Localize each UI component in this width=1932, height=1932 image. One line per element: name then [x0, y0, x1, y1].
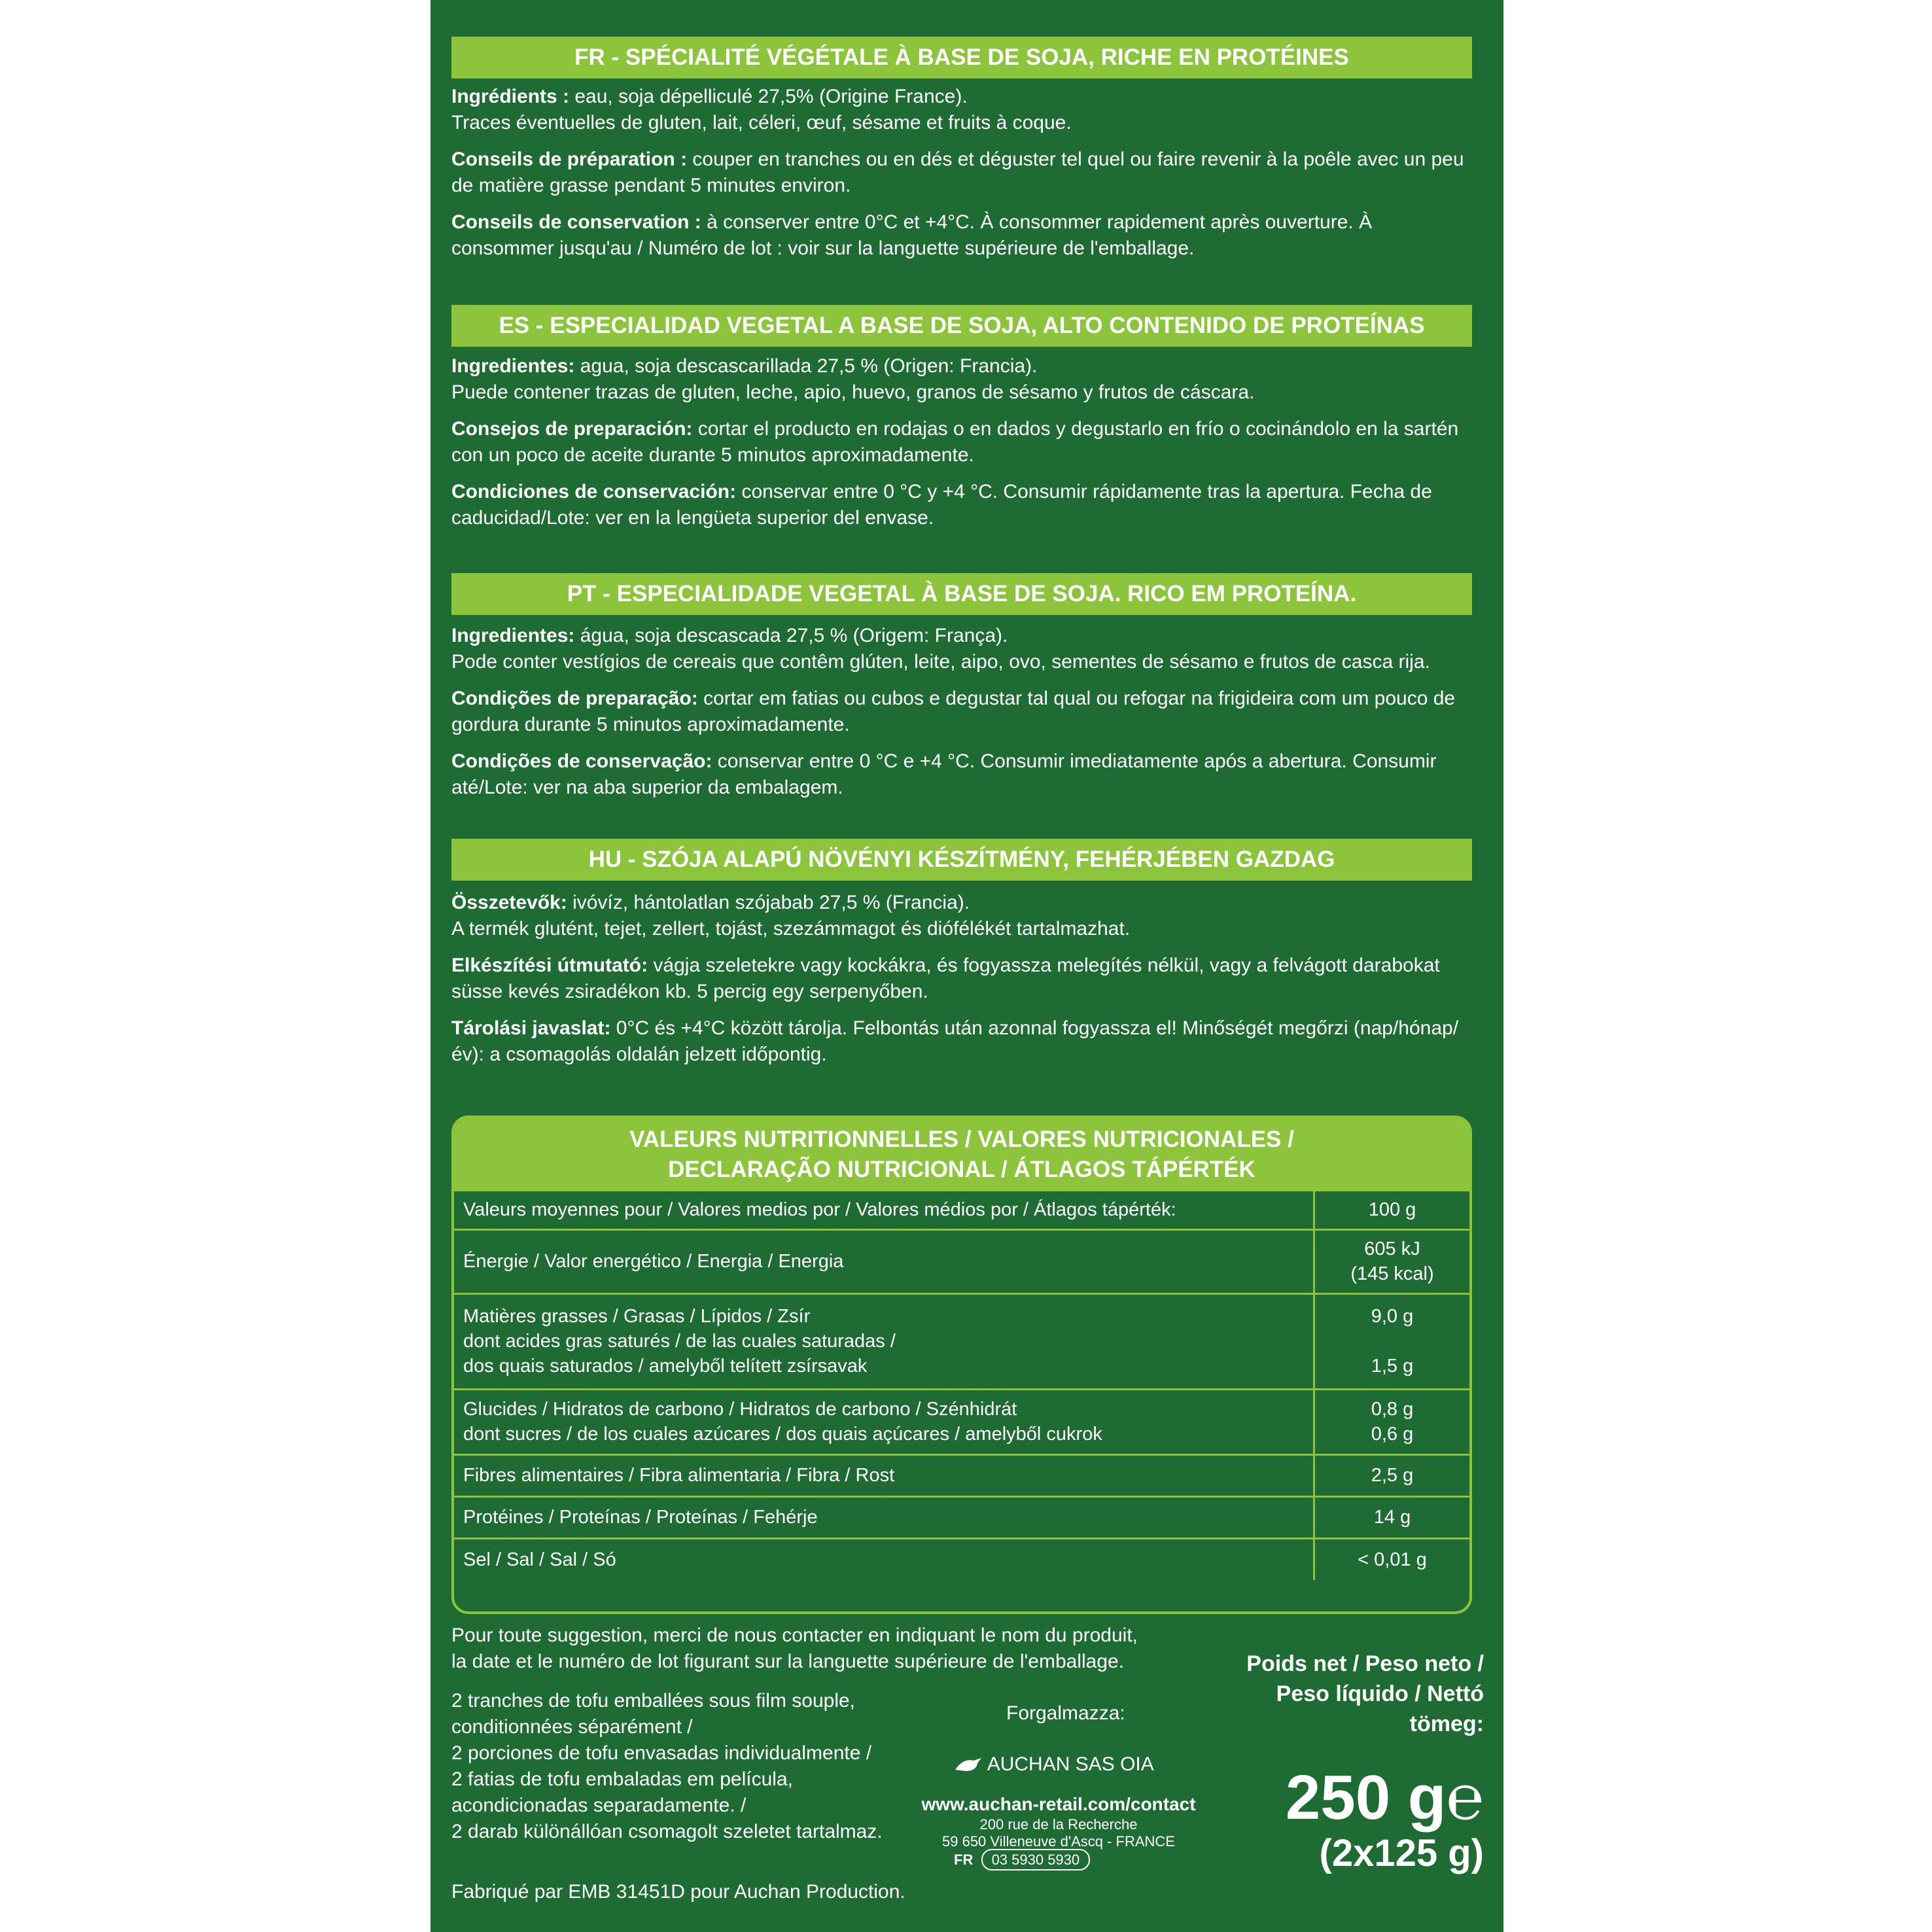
nutrition-value: 0,8 g 0,6 g	[1314, 1389, 1470, 1454]
nutrition-title-line-2: DECLARAÇÃO NUTRICIONAL / ÁTLAGOS TÁPÉRTÉK	[668, 1157, 1256, 1182]
es-preparation: Consejos de preparación: cortar el producto en rodajas o en dados y degustarlo en frío o cocinándolo en la sartén con un poco de aceite durante 5 minutos aproximadamente.	[451, 418, 1459, 466]
packaging-text: 2 tranches de tofu emballées sous film souple, conditionnées séparément / 2 porciones de tofu envasadas individualmente / 2 fatias de tofu embaladas em película, acondicionadas separadamente. / 2 darab különállóan csomagolt szeletet tartalmaz.	[451, 1690, 883, 1842]
nutrition-title-line-1: VALEURS NUTRITIONNELLES / VALORES NUTRICIONALES /	[629, 1127, 1294, 1152]
nutrition-row	[454, 1191, 1469, 1229]
net-weight-label: Poids net / Peso neto / Peso líquido / Nettó tömeg:	[1246, 1651, 1484, 1736]
nutrition-label: Énergie / Valor energético / Energia / Energia	[454, 1229, 1314, 1293]
pt-ingredients: Ingredientes: água, soja descascada 27,5 % (Origem: França). Pode conter vestígios de cereais que contêm glúten, leite, aipo, ovo, sementes de sésamo e frutos de casca rija.	[451, 625, 1430, 673]
section-body-hu	[451, 890, 1472, 1078]
nutrition-row	[454, 1389, 1469, 1454]
nutrition-label: Sel / Sal / Sal / Só	[454, 1538, 1314, 1580]
address-text: 200 rue de la Recherche 59 650 Villeneuve d'Ascq - FRANCE	[942, 1816, 1175, 1850]
hu-conservation: Tárolási javaslat: 0°C és +4°C között tárolja. Felbontás után azonnal fogyassza el! Minőségét megőrzi (nap/hónap/év): a csomagolás oldalán jelzett időpontig.	[451, 1017, 1459, 1065]
nutrition-label: Protéines / Proteínas / Proteínas / Fehérje	[454, 1496, 1314, 1538]
nutrition-value: 2,5 g	[1314, 1454, 1470, 1496]
section-header-fr: FR - SPÉCIALITÉ VÉGÉTALE À BASE DE SOJA, RICHE EN PROTÉINES	[451, 37, 1472, 79]
section-body-pt	[451, 623, 1472, 811]
phone-country: FR	[954, 1852, 974, 1868]
bird-logo-icon	[954, 1753, 987, 1775]
address-block	[902, 1793, 1216, 1850]
nutrition-row	[454, 1496, 1469, 1538]
nutrition-row	[454, 1454, 1469, 1496]
nutrition-rows	[454, 1191, 1469, 1580]
pt-preparation: Condições de preparação: cortar em fatias ou cubos e degustar tal qual ou refogar na frigideira com um pouco de gordura durante 5 minutos aproximadamente.	[451, 688, 1456, 735]
label-panel	[430, 0, 1503, 1932]
section-header-hu: HU - SZÓJA ALAPÚ NÖVÉNYI KÉSZÍTMÉNY, FEHÉRJÉBEN GAZDAG	[451, 839, 1472, 881]
hu-preparation: Elkészítési útmutató: vágja szeletekre vagy kockákra, és fogyassza melegítés nélkül, vagy a felvágott darabokat süsse kevés zsiradékon kb. 5 percig egy serpenyőben.	[451, 955, 1440, 1002]
fr-preparation: Conseils de préparation : couper en tranches ou en dés et déguster tel quel ou faire revenir à la poêle avec un peu de matière grasse pendant 5 minutes environ.	[451, 149, 1464, 196]
nutrition-title	[454, 1118, 1469, 1191]
distributor-label: Forgalmazza:	[1006, 1702, 1125, 1724]
brand-name: AUCHAN SAS OIA	[987, 1753, 1154, 1775]
section-header-pt: PT - ESPECIALIDADE VEGETAL À BASE DE SOJA. RICO EM PROTEÍNA.	[451, 573, 1472, 615]
contact-url[interactable]: www.auchan-retail.com/contact	[921, 1794, 1196, 1814]
phone-block	[954, 1852, 1090, 1869]
fr-ingredients: Ingrédients : eau, soja dépelliculé 27,5% (Origine France). Traces éventuelles de gluten, lait, céleri, œuf, sésame et fruits à coque.	[451, 86, 1072, 133]
section-body-es	[451, 353, 1472, 542]
suggestion-text: Pour toute suggestion, merci de nous contacter en indiquant le nom du produit, la date et le numéro de lot figurant sur la languette supérieure de l'emballage.	[451, 1625, 1138, 1672]
nutrition-row	[454, 1229, 1469, 1293]
phone-number: 03 5930 5930	[981, 1849, 1091, 1871]
section-body-fr	[451, 84, 1472, 272]
nutrition-row	[454, 1293, 1469, 1389]
nutrition-label: Fibres alimentaires / Fibra alimentaria / Fibra / Rost	[454, 1454, 1314, 1496]
fr-conservation: Conseils de conservation : à conserver entre 0°C et +4°C. À consommer rapidement après ouverture. À consommer jusqu'au / Numéro de lot : voir sur la languette supérieure de l'emballage.	[451, 211, 1373, 259]
pt-conservation: Condições de conservação: conservar entre 0 °C e +4 °C. Consumir imediatamente após a abertura. Consumir até/Lote: ver na aba superior da embalagem.	[451, 750, 1437, 798]
nutrition-value: < 0,01 g	[1314, 1538, 1470, 1580]
net-weight-block	[1235, 1649, 1484, 1876]
manufacturer-text: Fabriqué par EMB 31451D pour Auchan Production.	[451, 1881, 905, 1903]
nutrition-label: Valeurs moyennes pour / Valores medios por / Valores médios por / Átlagos tápérték:	[463, 1199, 1176, 1221]
brand-block	[954, 1753, 1163, 1776]
hu-ingredients: Összetevők: ivóvíz, hántolatlan szójabab 27,5 % (Francia). A termék glutént, tejet, zellert, tojást, szezámmagot és diófélékét tartalmazhat.	[451, 892, 1131, 940]
es-ingredients: Ingredientes: agua, soja descascarillada 27,5 % (Origen: Francia). Puede contener trazas de gluten, leche, apio, huevo, granos de sésamo y frutos de cáscara.	[451, 355, 1255, 403]
net-weight-value: 250 g℮	[1285, 1763, 1484, 1833]
nutrition-value: 100 g	[1314, 1191, 1470, 1229]
section-header-es: ES - ESPECIALIDAD VEGETAL A BASE DE SOJA, ALTO CONTENIDO DE PROTEÍNAS	[451, 305, 1472, 347]
nutrition-value: 14 g	[1314, 1496, 1470, 1538]
nutrition-label: Glucides / Hidratos de carbono / Hidratos de carbono / Szénhidrát dont sucres / de los cuales azúcares / dos quais açúcares / amelyből cukrok	[454, 1389, 1314, 1454]
net-weight-detail: (2x125 g)	[1319, 1832, 1484, 1874]
nutrition-label: Matières grasses / Grasas / Lípidos / Zsír dont acides gras saturés / de las cuales saturadas / dos quais saturados / amelyből telített zsírsavak	[454, 1293, 1314, 1389]
nutrition-row	[454, 1538, 1469, 1580]
nutrition-value: 605 kJ (145 kcal)	[1314, 1229, 1470, 1293]
es-conservation: Condiciones de conservación: conservar entre 0 °C y +4 °C. Consumir rápidamente tras la apertura. Fecha de caducidad/Lote: ver en la lengüeta superior del envase.	[451, 481, 1432, 529]
nutrition-table	[451, 1115, 1472, 1614]
nutrition-value: 9,0 g 1,5 g	[1314, 1293, 1470, 1389]
